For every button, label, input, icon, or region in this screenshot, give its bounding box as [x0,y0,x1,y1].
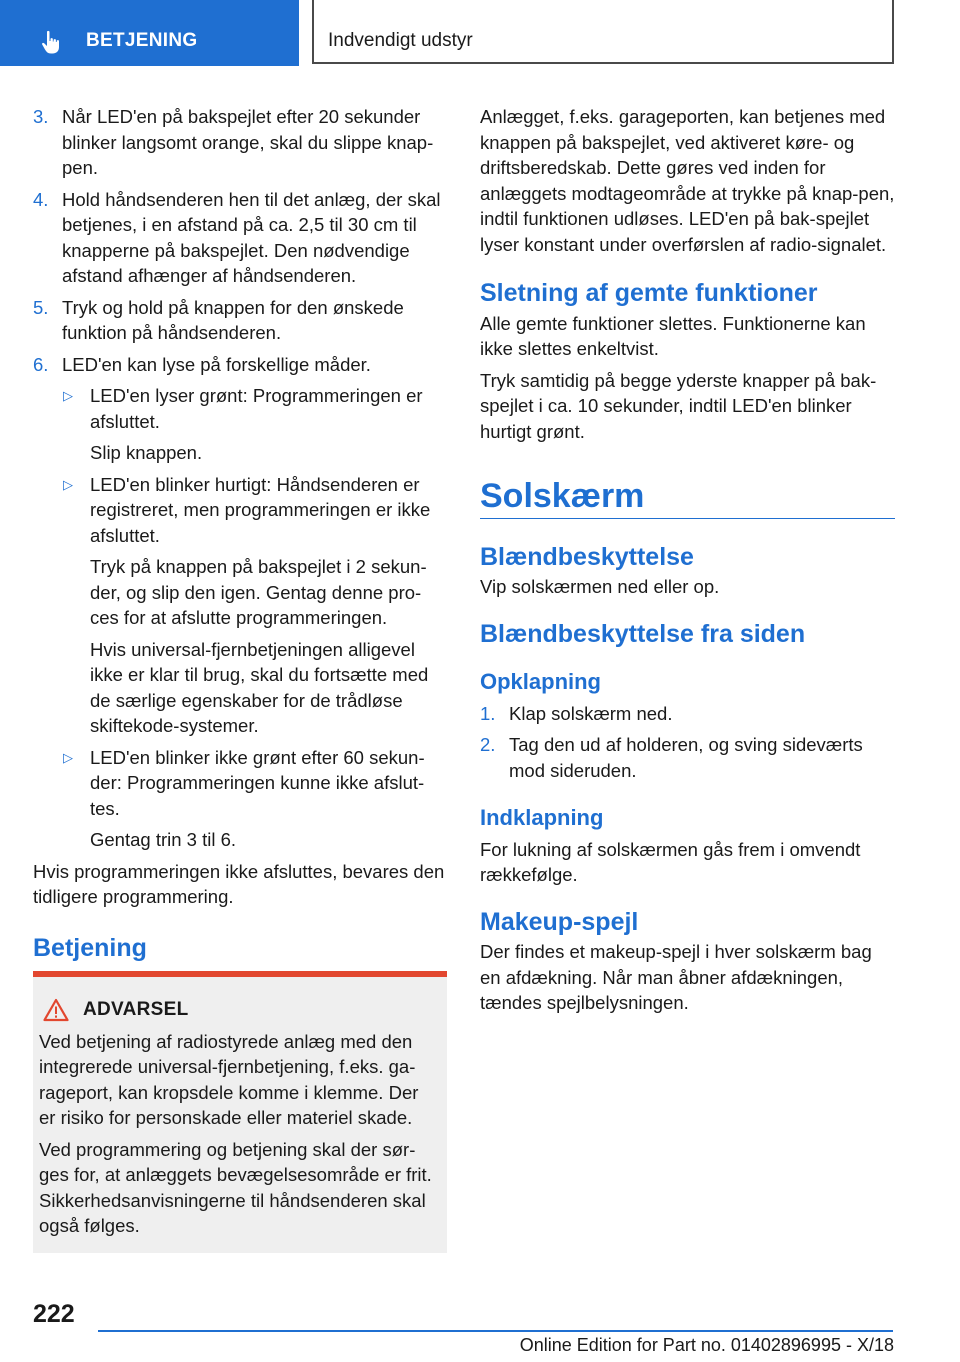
sub-item-note: Tryk på knappen på bakspejlet i 2 sekun-der, og slip den igen. Gentag denne pro-ces for at afslutte programmeringen. [90,556,427,628]
subsection-title-indklapning: Indklapning [480,805,604,830]
step-item [33,104,447,181]
left-column [33,104,447,1253]
sub-item-text: LED'en blinker hurtigt: Håndsenderen er registreret, men programmeringen er ikke afsluttet. [90,473,431,546]
warning-box [33,971,447,1253]
paragraph: Tryk samtidig på begge yderste knapper på bak-spejlet i ca. 10 sekunder, indtil LED'en blinker hurtigt grønt. [480,369,877,442]
step-number: 4. [33,188,49,210]
triangle-bullet-icon: ▷ [63,749,73,765]
footer-divider [98,1330,893,1332]
chapter-title-solskaerm: Solskærm [480,484,895,519]
section-title-makeup: Makeup-spejl [480,907,639,936]
paragraph: For lukning af solskærmen gås frem i omvendt rækkefølge. [480,838,861,885]
warning-header [39,997,433,1023]
paragraph: Vip solskærmen ned eller op. [480,576,720,597]
section-tab [0,0,299,66]
warning-triangle-icon [43,998,69,1022]
sub-item [33,472,447,549]
step-item [480,701,895,727]
sub-item-text: LED'en lyser grønt: Programmeringen er afsluttet. [90,385,423,432]
step-number: 3. [33,106,49,127]
edition-text: Online Edition for Part no. 01402896995 - X/18 [519,1335,894,1355]
step-text: Klap solskærm ned. [509,702,673,724]
step-text: Hold håndsenderen hen til det anlæg, der skal betjenes, i en afstand på ca. 2,5 til 30 cm til knapperne på bakspejlet. Den nødvendige afstand afhænger af håndsenderen. [62,188,441,286]
section-title-side: Blændbeskyttelse fra siden [480,619,806,648]
step-item [33,295,447,346]
step-number: 2. [480,734,496,755]
step-text: Når LED'en på bakspejlet efter 20 sekunder blinker langsomt orange, skal du slippe knap-pen. [62,106,434,178]
page-number: 222 [33,1300,75,1328]
warning-text: Ved programmering og betjening skal der sør-ges for, at anlæggets bevægelsesområde er frit. Sikkerhedsanvisningerne til håndsenderen skal også følges. [39,1138,432,1236]
warning-label: ADVARSEL [83,999,189,1020]
triangle-bullet-icon: ▷ [63,476,73,492]
closing-paragraph: Hvis programmeringen ikke afsluttes, bevares den tidligere programmering. [33,860,445,907]
step-text: Tag den ud af holderen, og sving sideværts mod sideruden. [509,734,863,781]
page-header [0,0,960,66]
sub-item [33,745,447,822]
step-text: LED'en kan lyse på forskellige måder. [62,353,371,375]
paragraph: Alle gemte funktioner slettes. Funktionerne kan ikke slettes enkeltvist. [480,312,866,359]
step-item [480,732,895,783]
hand-touch-icon [40,29,66,55]
sub-item-note: Gentag trin 3 til 6. [90,829,237,850]
warning-text: Ved betjening af radiostyrede anlæg med den integrerede universal-fjernbetjening, f.eks. ga-rageport, kan kropsdele komme i klemme. Der er risiko for personskade eller materiel skade. [39,1030,419,1128]
step-text: Tryk og hold på knappen for den ønskede funktion på håndsenderen. [62,296,404,343]
intro-paragraph: Anlægget, f.eks. garageporten, kan betjenes med knappen på bakspejlet, ved aktiveret køre- og driftsberedskab. Dette gøres ved inden for anlæggets modtageområde at trykke på knap-pen, indtil funktionen udløses. LED'en på bak-spejlet lyser konstant under overførslen af radio-signalet. [480,106,895,255]
sub-item-note: Slip knappen. [90,442,203,463]
paragraph: Der findes et makeup-spejl i hver solskærm bag en afdækning. Når man åbner afdækningen, tændes spejlbelysningen. [480,941,872,1013]
section-title-blaendbeskyttelse: Blændbeskyttelse [480,542,694,571]
step-number: 5. [33,296,49,318]
sub-item [33,383,447,434]
chapter-label: Indvendigt udstyr [328,30,473,51]
step-number: 6. [33,353,49,375]
page-footer [0,1290,960,1362]
subsection-title-opklapning: Opklapning [480,669,601,694]
section-title-sletning: Sletning af gemte funktioner [480,279,818,307]
sub-item-note: Hvis universal-fjernbetjeningen alligevel ikke er klar til brug, skal du fortsætte med de særlige egenskaber for de trådløse skiftekode-systemer. [90,638,429,736]
chapter-tab [312,0,894,64]
step-number: 1. [480,702,496,724]
triangle-bullet-icon: ▷ [63,388,73,403]
section-title-betjening: Betjening [33,933,147,962]
right-column [480,104,895,1022]
step-item [33,187,447,289]
section-label: BETJENING [86,30,198,51]
sub-item-text: LED'en blinker ikke grønt efter 60 sekun-der: Programmeringen kunne ikke afslut-tes. [90,746,425,819]
step-item [33,352,447,378]
